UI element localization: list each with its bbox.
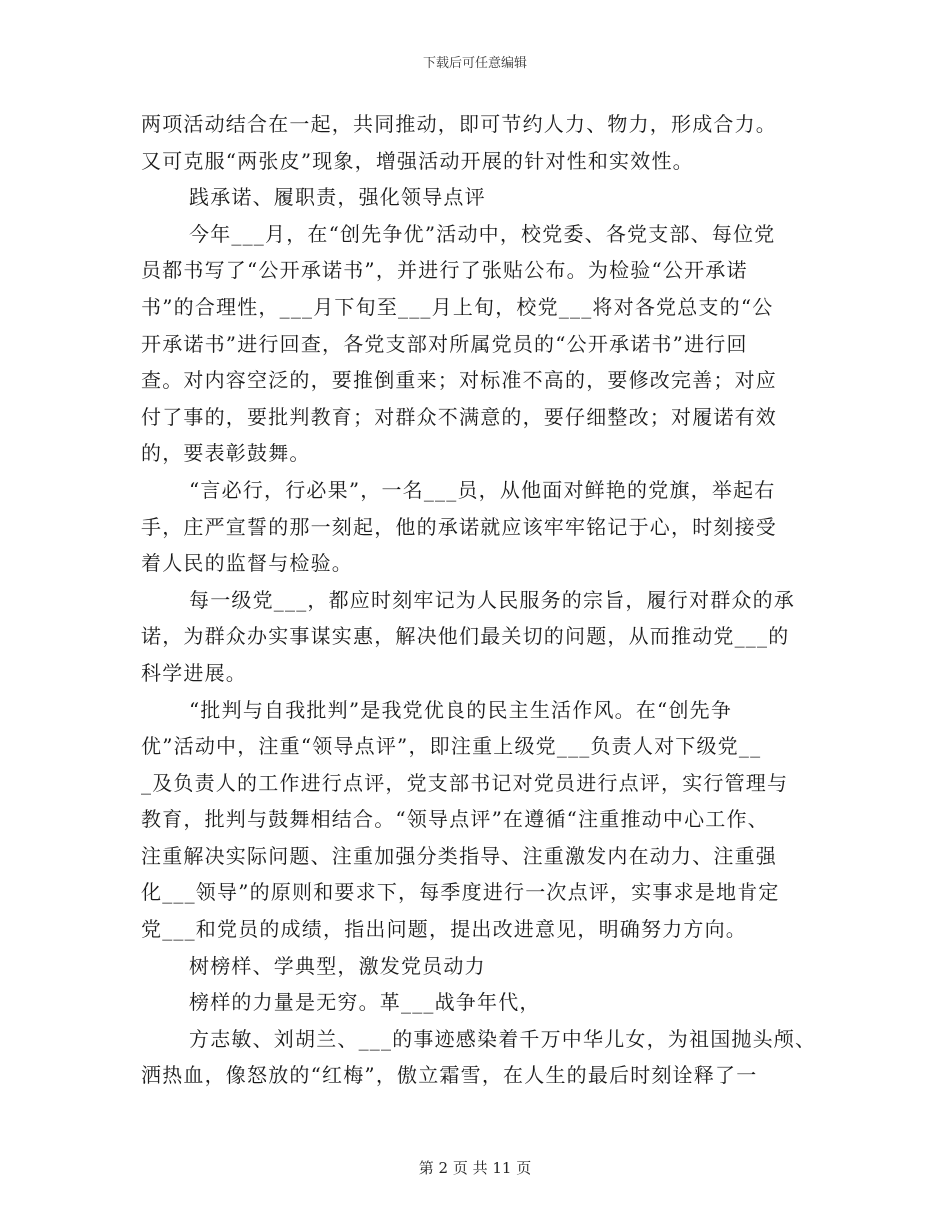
- text-line: 化___领导”的原则和要求下，每季度进行一次点评，实事求是地肯定: [141, 880, 780, 905]
- page-number: 第 2 页 共 11 页: [418, 1159, 532, 1177]
- text-line: 科学进展。: [141, 660, 247, 685]
- text-line: 注重解决实际问题、注重加强分类指导、注重激发内在动力、注重强: [141, 843, 777, 868]
- text-line: 着人民的监督与检验。: [141, 551, 353, 576]
- text-line: 践承诺、履职责，强化领导点评: [189, 185, 486, 210]
- text-line: _及负责人的工作进行点评，党支部书记对党员进行点评，实行管理与: [141, 770, 789, 795]
- text-line: “言必行，行必果”，一名___员，从他面对鲜艳的党旗，举起右: [189, 477, 776, 502]
- text-line: 诺，为群众办实事谋实惠，解决他们最关切的问题，从而推动党___的: [141, 624, 790, 649]
- text-line: 优”活动中，注重“领导点评”，即注重上级党___负责人对下级党__: [141, 734, 762, 759]
- text-line: 员都书写了“公开承诺书”，并进行了张贴公布。为检验“公开承诺: [141, 258, 748, 283]
- text-line: 树榜样、学典型，激发党员动力: [189, 953, 486, 978]
- text-line: 党___和党员的成绩，指出问题，提出改进意见，明确努力方向。: [141, 917, 747, 942]
- text-line: 手，庄严宣誓的那一刻起，他的承诺就应该牢牢铭记于心，时刻接受: [141, 514, 777, 539]
- text-line: 每一级党___，都应时刻牢记为人民服务的宗旨，履行对群众的承: [189, 587, 795, 612]
- text-line: 开承诺书”进行回查，各党支部对所属党员的“公开承诺书”进行回: [141, 331, 748, 356]
- text-line: 又可克服“两张皮”现象，增强活动开展的针对性和实效性。: [141, 148, 694, 173]
- document-body: [141, 106, 821, 1094]
- text-line: 两项活动结合在一起，共同推动，即可节约人力、物力，形成合力。: [141, 112, 777, 136]
- page-header-note: 下载后可任意编辑: [422, 56, 527, 71]
- text-line: 查。对内容空泛的，要推倒重来；对标准不高的，要修改完善；对应: [141, 368, 777, 393]
- text-line: 的，要表彰鼓舞。: [141, 441, 311, 466]
- text-line: 教育，批判与鼓舞相结合。“领导点评”在遵循“注重推动中心工作、: [141, 807, 769, 832]
- text-line: 书”的合理性，___月下旬至___月上旬，校党___将对各党总支的“公: [141, 294, 774, 319]
- text-line: 榜样的力量是无穷。革___战争年代，: [189, 990, 541, 1015]
- text-line: 洒热血，像怒放的“红梅”，傲立霜雪，在人生的最后时刻诠释了一: [141, 1063, 758, 1088]
- text-line: 方志敏、刘胡兰、___的事迹感染着千万中华儿女，为祖国抛头颅、: [189, 1026, 817, 1051]
- text-line: 付了事的，要批判教育；对群众不满意的，要仔细整改；对履诺有效: [141, 404, 777, 429]
- text-line: “批判与自我批判”是我党优良的民主生活作风。在“创先争: [189, 697, 733, 722]
- text-line: 今年___月，在“创先争优”活动中，校党委、各党支部、每位党: [189, 221, 776, 246]
